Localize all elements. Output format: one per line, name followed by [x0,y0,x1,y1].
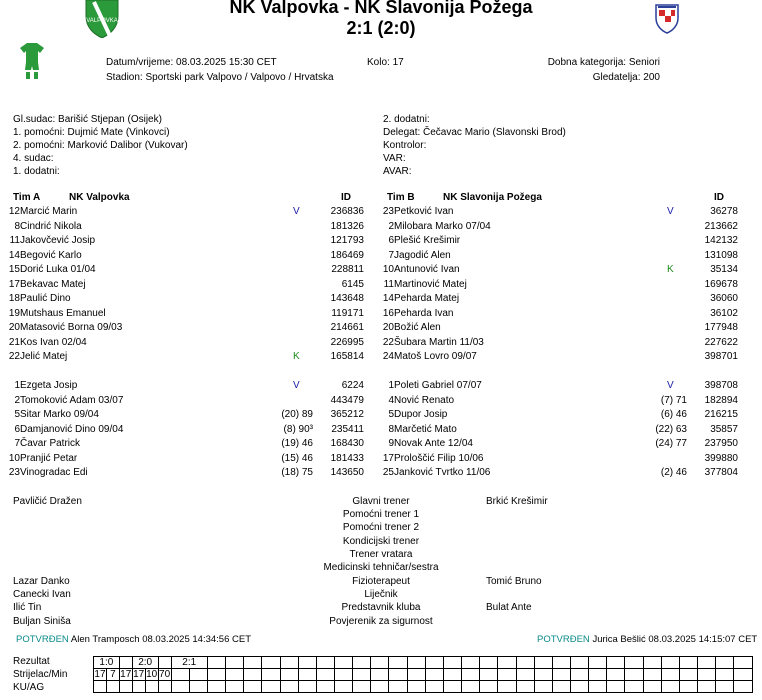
player-name: Marcić Marin [20,206,78,217]
grid-cell [589,657,607,669]
player-number: 5 [388,409,394,420]
player-name: Pranjić Petar [20,452,78,464]
player-name: Jagodić Alen [394,249,451,261]
player-id: 177948 [704,322,738,333]
player-sub-info: (2) 46 [660,467,687,478]
team-b-name: NK Slavonija Požega [443,192,542,203]
grid-cell [734,669,753,681]
player-id: 143650 [330,467,364,478]
player-sub-info: (22) 63 [655,423,687,435]
grid-cell [207,681,225,693]
player-number: 20 [8,322,20,333]
player-id: 35134 [710,264,738,275]
player-name: Bekavac Matej [20,278,86,290]
staff-home-person: Lazar Danko [13,576,70,587]
grid-cell [425,657,443,669]
grid-cell [244,669,262,681]
grid-cell [145,681,158,693]
staff-role: Povjerenik za sigurnost [329,616,433,627]
player-sub-info: (7) 71 [660,394,687,406]
player-id: 237950 [704,438,738,449]
player-role-mark: K [667,264,674,275]
official-assistant-2: 2. pomoćni: Marković Dalibor (Vukovar) [13,140,188,151]
match-round: Kolo: 17 [367,57,404,68]
player-id: 121793 [330,235,364,246]
player-number: 2 [14,394,20,406]
grid-cell [353,669,371,681]
player-name: Marčetić Mato [394,423,457,435]
grid-cell [389,681,407,693]
player-number: 21 [8,336,20,348]
player-role-mark: V [293,206,300,217]
official-fourth: 4. sudac: [13,153,54,164]
player-id: 235411 [331,423,364,435]
grid-cell [589,669,607,681]
grid-cell [734,657,753,669]
match-title: NK Valpovka - NK Slavonija Požega [229,0,533,17]
grid-cell [298,657,316,669]
grid-cell [425,669,443,681]
grid-cell [371,669,389,681]
player-name: Plešić Krešimir [394,235,461,246]
staff-role: Medicinski tehničar/sestra [323,562,439,573]
player-id: 165814 [330,351,364,362]
grid-cell [298,669,316,681]
player-number: 1 [14,380,20,391]
staff-home-person: Ilić Tin [13,602,42,613]
player-name: Tomoković Adam 03/07 [20,394,124,406]
player-name: Šubara Martin 11/03 [394,336,484,348]
official-var: VAR: [383,153,406,164]
match-datetime: Datum/vrijeme: 08.03.2025 15:30 CET [106,57,277,68]
player-id: 228811 [331,264,364,275]
confirm-left [16,634,251,645]
grid-cell [94,681,107,693]
player-name: Sitar Marko 09/04 [20,409,99,420]
grid-cell [132,681,145,693]
grid-cell [498,657,516,669]
grid-cell [552,681,570,693]
grid-cell [643,669,661,681]
grid-cell [516,669,534,681]
result-grid-row [94,669,753,681]
player-number: 2 [388,220,394,232]
player-id: 443479 [330,394,364,406]
grid-cell [443,669,461,681]
grid-cell [226,681,244,693]
player-sub-info: (24) 77 [655,438,687,449]
confirm-left-text: Alen Tramposch 08.03.2025 14:34:56 CET [70,634,252,645]
player-id: 213662 [704,220,738,232]
grid-cell [334,681,352,693]
player-id: 143648 [330,293,364,304]
grid-cell [371,681,389,693]
staff-role: Glavni trener [352,496,410,507]
player-number: 23 [382,206,394,217]
player-number: 8 [388,423,394,435]
grid-cell [516,657,534,669]
grid-cell [407,681,425,693]
player-number: 23 [8,467,20,478]
grid-cell [316,657,334,669]
staff-role: Liječnik [364,589,398,600]
staff-role: Pomoćni trener 2 [342,522,420,533]
player-sub-info: (8) 90³ [283,423,313,435]
match-stadium: Stadion: Sportski park Valpovo / Valpovo / Hrvatska [106,72,334,83]
scorer-cell: 70 [159,669,171,680]
grid-cell [534,669,552,681]
player-name: Vinogradac Edi [20,467,88,478]
player-number: 11 [9,235,20,246]
grid-cell [462,681,480,693]
scorer-label: Strijelac/Min [13,669,68,680]
grid-cell [171,669,189,681]
grid-cell [158,681,171,693]
player-number: 18 [8,293,20,304]
player-name: Nović Renato [394,394,455,406]
player-role-mark: K [293,351,300,362]
grid-cell [389,669,407,681]
scorer-cell: 17 [133,669,145,680]
player-sub-info: (18) 75 [281,467,313,478]
grid-cell [389,657,407,669]
player-id: 36278 [710,206,738,217]
team-a-id-header: ID [341,192,351,203]
grid-cell [661,669,679,681]
kit-icon [19,42,45,80]
player-name: Antunović Ivan [394,264,460,275]
grid-cell [679,681,697,693]
player-sub-info: (6) 46 [660,409,687,420]
player-id: 131098 [704,249,738,261]
grid-cell [480,657,498,669]
player-id: 227622 [704,336,738,348]
age-category: Dobna kategorija: Seniori [547,57,660,68]
grid-cell [226,657,244,669]
player-id: 35857 [710,423,738,435]
player-id: 6224 [341,380,364,391]
grid-cell [189,681,207,693]
player-number: 5 [14,409,20,420]
staff-home-person: Canecki Ivan [13,589,71,600]
player-id: 182894 [704,394,738,406]
result-grid-row [94,681,753,693]
player-number: 1 [388,380,394,391]
grid-cell [716,657,734,669]
player-number: 7 [14,438,20,449]
score-cell: 1:0 [94,657,120,669]
spectators: Gledatelja: 200 [592,72,660,83]
player-name: Božić Alen [394,322,441,333]
player-name: Paulić Dino [20,293,71,304]
grid-cell [625,669,643,681]
result-label: Rezultat [13,656,50,667]
grid-cell [244,657,262,669]
grid-cell [106,681,119,693]
player-id: 6145 [341,278,364,290]
confirm-right [537,634,757,645]
player-number: 19 [8,307,20,319]
official-delegate: Delegat: Čečavac Mario (Slavonski Brod) [383,127,566,138]
player-number: 7 [388,249,394,261]
official-assistant-1: 1. pomoćni: Dujmić Mate (Vinkovci) [13,127,170,138]
player-number: 6 [388,235,394,246]
player-id: 181433 [330,452,364,464]
official-extra-2: 2. dodatni: [383,114,430,125]
player-name: Cindrić Nikola [20,220,82,232]
scorer-cell: 10 [146,669,158,680]
grid-cell [334,669,352,681]
result-grid [93,656,753,693]
player-id: 36060 [710,293,738,304]
player-name: Petković Ivan [394,206,454,217]
player-id: 214661 [330,322,364,333]
grid-cell [353,657,371,669]
staff-role: Kondicijski trener [342,536,420,547]
grid-cell [589,681,607,693]
player-number: 22 [382,336,394,348]
grid-cell [534,657,552,669]
player-id: 398708 [704,380,738,391]
grid-cell [207,669,225,681]
player-number: 12 [8,206,20,217]
player-id: 181326 [330,220,364,232]
player-name: Dorić Luka 01/04 [20,264,96,275]
grid-cell [698,681,716,693]
player-id: 399880 [704,452,738,464]
grid-cell [480,681,498,693]
grid-cell [353,681,371,693]
team-b-label: Tim B [387,192,415,203]
player-name: Jakovčević Josip [20,235,96,246]
player-number: 22 [8,351,20,362]
grid-cell [119,681,132,693]
grid-cell [262,669,280,681]
player-name: Kos Ivan 02/04 [20,336,87,348]
team-a-name: NK Valpovka [69,192,130,203]
player-number: 14 [8,249,20,261]
player-name: Matoš Lovro 09/07 [394,351,477,362]
score-cell: 2:1 [171,657,207,669]
grid-cell [158,657,171,669]
home-logo-text: VALPOVKA [86,18,118,24]
grid-cell [571,669,589,681]
player-id: 216215 [704,409,738,420]
confirm-right-status: POTVRĐEN [537,634,590,645]
player-name: Peharda Ivan [394,307,454,319]
player-id: 226995 [330,336,364,348]
player-name: Čavar Patrick [20,438,81,449]
player-name: Begović Karlo [20,249,82,261]
grid-cell [661,657,679,669]
grid-cell [498,669,516,681]
grid-cell [226,669,244,681]
player-name: Matasović Borna 09/03 [20,322,123,333]
grid-cell [498,681,516,693]
player-number: 10 [382,264,394,275]
grid-cell [280,669,298,681]
confirm-right-text: Jurica Bešlić 08.03.2025 14:15:07 CET [592,634,758,645]
grid-cell [462,669,480,681]
grid-cell [607,657,625,669]
grid-cell [625,657,643,669]
player-name: Mutshaus Emanuel [20,307,106,319]
staff-home-person: Pavličić Dražen [13,496,82,507]
official-main-referee: Gl.sudac: Barišić Stjepan (Osijek) [13,114,162,125]
grid-cell [698,669,716,681]
grid-cell [534,681,552,693]
player-number: 9 [388,438,394,449]
grid-cell [716,669,734,681]
player-id: 377804 [704,467,738,478]
player-sub-info: (20) 89 [281,409,313,420]
grid-cell [207,657,225,669]
player-number: 25 [382,467,394,478]
staff-away-person: Bulat Ante [486,602,532,613]
grid-cell [661,681,679,693]
grid-cell [607,669,625,681]
grid-cell [679,669,697,681]
grid-cell [679,657,697,669]
grid-cell [334,657,352,669]
player-id: 186469 [330,249,364,261]
team-b-id-header: ID [714,192,724,203]
player-name: Janković Tvrtko 11/06 [394,467,491,478]
player-id: 236836 [330,206,364,217]
grid-cell [316,681,334,693]
grid-cell [552,657,570,669]
player-sub-info: (15) 46 [281,452,313,464]
player-number: 8 [14,220,20,232]
confirm-left-status: POTVRĐEN [16,634,69,645]
player-number: 6 [14,423,20,435]
grid-cell [643,681,661,693]
grid-cell [171,681,189,693]
grid-cell [262,681,280,693]
grid-cell [571,681,589,693]
grid-cell [119,657,132,669]
player-id: 169678 [704,278,738,290]
player-id: 398701 [704,351,738,362]
grid-cell [462,657,480,669]
staff-away-person: Tomić Bruno [486,576,542,587]
player-role-mark: V [667,380,674,391]
official-extra-1: 1. dodatni: [13,166,60,177]
scorer-cell: 17 [120,669,132,680]
player-id: 142132 [704,235,738,246]
player-name: Martinović Matej [394,278,467,290]
grid-cell [516,681,534,693]
player-name: Prološčić Filip 10/06 [394,452,484,464]
player-name: Novak Ante 12/04 [394,438,473,449]
grid-cell [443,681,461,693]
staff-role: Predstavnik kluba [341,602,421,613]
official-controller: Kontrolor: [383,140,427,151]
grid-cell [607,681,625,693]
grid-cell [698,657,716,669]
grid-cell [571,657,589,669]
result-grid-row [94,657,753,669]
player-name: Peharda Matej [394,293,460,304]
player-number: 11 [383,278,394,290]
grid-cell [425,681,443,693]
staff-role: Pomoćni trener 1 [342,509,420,520]
match-score: 2:1 (2:0) [346,18,416,38]
scorer-cell: 17 [94,669,106,680]
player-role-mark: V [667,206,674,217]
player-id: 168430 [330,438,364,449]
grid-cell [280,657,298,669]
grid-cell [625,681,643,693]
player-number: 15 [8,264,20,275]
grid-cell [244,681,262,693]
official-avar: AVAR: [383,166,412,177]
player-number: 17 [8,278,20,290]
player-number: 4 [388,394,394,406]
player-id: 365212 [330,409,364,420]
player-id: 119171 [331,307,364,319]
player-number: 16 [382,307,394,319]
grid-cell [189,669,207,681]
grid-cell [716,681,734,693]
grid-cell [316,669,334,681]
staff-role: Fizioterapeut [352,576,410,587]
player-name: Jelić Matej [20,351,68,362]
staff-role: Trener vratara [349,549,413,560]
grid-cell [407,657,425,669]
grid-cell [298,681,316,693]
player-name: Poleti Gabriel 07/07 [394,380,482,391]
scorer-cell: 7 [106,669,119,681]
grid-cell [552,669,570,681]
grid-cell [407,669,425,681]
player-name: Milobara Marko 07/04 [394,220,491,232]
grid-cell [262,657,280,669]
player-name: Ezgeta Josip [20,380,78,391]
player-name: Dupor Josip [394,409,448,420]
player-sub-info: (19) 46 [281,438,313,449]
team-a-label: Tim A [13,192,41,203]
grid-cell [280,681,298,693]
grid-cell [734,681,753,693]
grid-cell [643,657,661,669]
grid-cell [480,669,498,681]
player-role-mark: V [293,380,300,391]
ku-ag-label: KU/AG [13,682,45,693]
player-number: 10 [8,452,20,464]
staff-away-person: Brkić Krešimir [486,496,548,507]
player-number: 17 [382,452,394,464]
score-cell: 2:0 [132,657,158,669]
staff-home-person: Buljan Siniša [13,616,71,627]
player-number: 24 [382,351,394,362]
player-name: Damjanović Dino 09/04 [20,423,124,435]
grid-cell [371,657,389,669]
player-number: 20 [382,322,394,333]
player-number: 14 [382,293,394,304]
grid-cell [443,657,461,669]
player-id: 36102 [710,307,738,319]
